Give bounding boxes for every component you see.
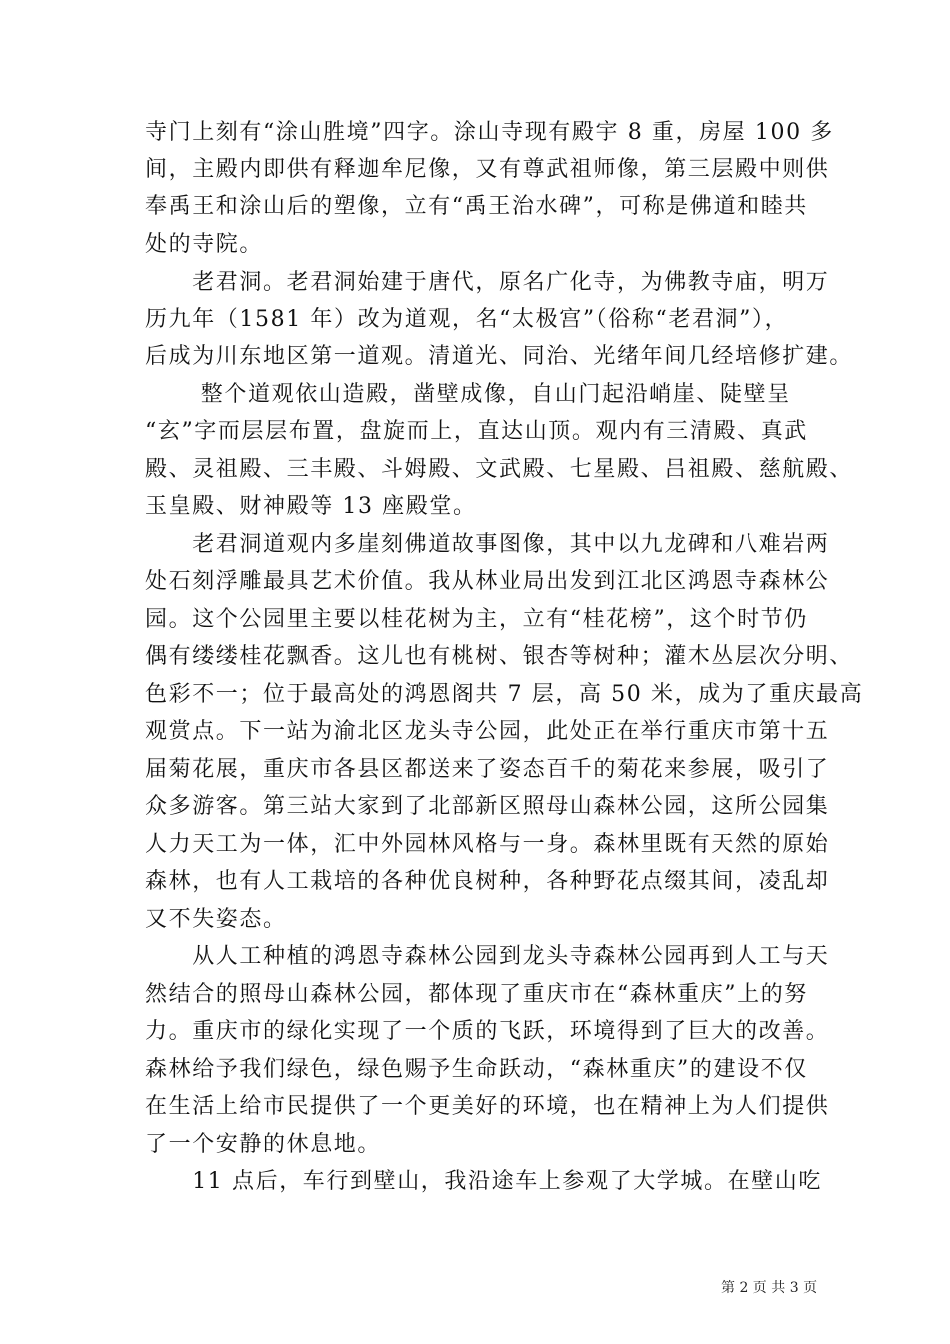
body-text-line: 然结合的照母山森林公园，都体现了重庆市在“森林重庆”上的努: [145, 982, 808, 1007]
body-text-line: 老君洞。老君洞始建于唐代，原名广化寺，为佛教寺庙，明万: [145, 270, 830, 295]
body-text-line: 11 点后，车行到壁山，我沿途车上参观了大学城。在壁山吃: [145, 1169, 822, 1194]
body-text-line: 人力天工为一体，汇中外园林风格与一身。森林里既有天然的原始: [145, 832, 830, 857]
body-text-line: 森林，也有人工栽培的各种优良树种，各种野花点缀其间，凌乱却: [145, 869, 830, 894]
body-text-line: 处的寺院。: [145, 232, 264, 257]
body-text-line: 玉皇殿、财神殿等 13 座殿堂。: [145, 494, 477, 519]
body-text-line: 了一个安静的休息地。: [145, 1132, 382, 1157]
body-text-line: 偶有缕缕桂花飘香。这儿也有桃树、银杏等树种；灌木丛层次分明、: [145, 644, 854, 669]
body-text-line: 处石刻浮雕最具艺术价值。我从林业局出发到江北区鸿恩寺森林公: [145, 569, 830, 594]
body-text-line: 从人工种植的鸿恩寺森林公园到龙头寺森林公园再到人工与天: [145, 944, 830, 969]
body-text-line: 奉禹王和涂山后的塑像，立有“禹王治水碑”，可称是佛道和睦共: [145, 194, 808, 219]
body-text-line: 后成为川东地区第一道观。清道光、同治、光绪年间几经培修扩建。: [145, 344, 854, 369]
body-text-line: 殿、灵祖殿、三丰殿、斗姆殿、文武殿、七星殿、吕祖殿、慈航殿、: [145, 457, 854, 482]
body-text-line: 历九年（1581 年）改为道观，名“太极宫”（俗称“老君洞”），: [145, 307, 789, 332]
body-text-line: 届菊花展，重庆市各县区都送来了姿态百千的菊花来参展，吸引了: [145, 757, 830, 782]
page-number-footer: 第 2 页 共 3 页: [721, 1280, 818, 1296]
body-text-line: 老君洞道观内多崖刻佛道故事图像，其中以九龙碑和八难岩两: [145, 532, 830, 557]
body-text-line: 园。这个公园里主要以桂花树为主，立有“桂花榜”，这个时节仍: [145, 607, 808, 632]
body-text-line: 众多游客。第三站大家到了北部新区照母山森林公园，这所公园集: [145, 794, 830, 819]
body-text-line: “玄”字而层层布置，盘旋而上，直达山顶。观内有三清殿、真武: [145, 419, 808, 444]
body-text-line: 又不失姿态。: [145, 907, 287, 932]
body-text-line: 在生活上给市民提供了一个更美好的环境，也在精神上为人们提供: [145, 1094, 830, 1119]
body-text-line: 间，主殿内即供有释迦牟尼像，又有尊武祖师像，第三层殿中则供: [145, 157, 830, 182]
body-text-line: 整个道观依山造殿，凿壁成像，自山门起沿峭崖、陡壁呈: [145, 382, 791, 407]
body-text-line: 观赏点。下一站为渝北区龙头寺公园，此处正在举行重庆市第十五: [145, 719, 830, 744]
body-text-line: 寺门上刻有“涂山胜境”四字。涂山寺现有殿宇 8 重，房屋 100 多: [145, 120, 834, 145]
body-text-line: 森林给予我们绿色，绿色赐予生命跃动，“森林重庆”的建设不仅: [145, 1057, 808, 1082]
body-text-line: 色彩不一；位于最高处的鸿恩阁共 7 层，高 50 米，成为了重庆最高: [145, 682, 864, 707]
body-text-line: 力。重庆市的绿化实现了一个质的飞跃，环境得到了巨大的改善。: [145, 1019, 830, 1044]
